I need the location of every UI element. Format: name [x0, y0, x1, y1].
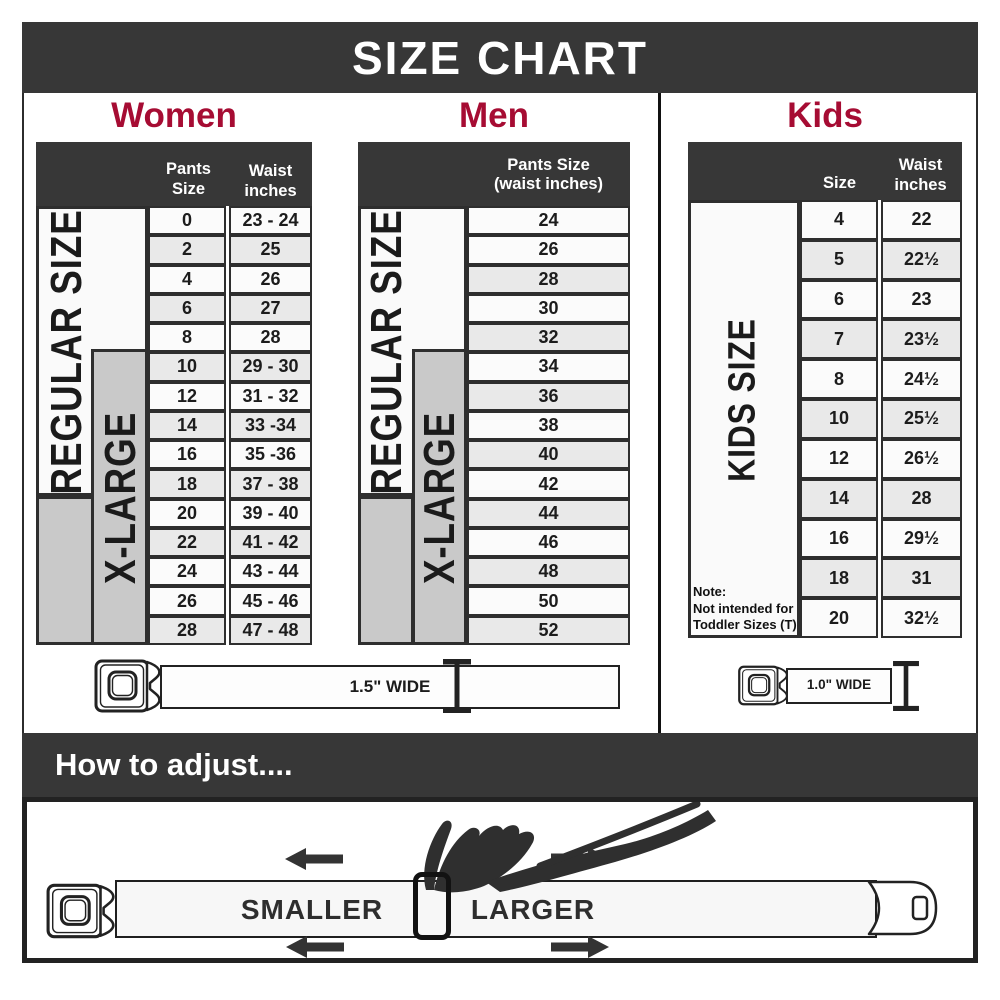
waist-inches-cell: 32½ [881, 598, 962, 638]
women-table-row [148, 352, 312, 381]
waist-inches-cell: 25½ [881, 399, 962, 439]
panel-border-left [22, 93, 24, 733]
waist-inches-cell: 28 [229, 323, 312, 352]
women-regular-size-label: REGULAR SIZE [42, 209, 91, 495]
men-table-row [467, 235, 630, 264]
page-title: SIZE CHART [352, 31, 648, 84]
pants-size-cell: 24 [467, 206, 630, 235]
women-title: Women [111, 96, 237, 135]
waist-inches-cell: 26½ [881, 439, 962, 479]
women-table-row [148, 469, 312, 498]
kids-size-cell: 10 [800, 399, 878, 439]
men-size-table [358, 142, 630, 645]
kids-size-range-labels [688, 200, 800, 638]
seatbelt-buckle-icon [45, 876, 119, 946]
how-to-adjust-title: How to adjust.... [55, 747, 293, 782]
men-table-rows [467, 206, 630, 645]
pants-size-cell: 44 [467, 499, 630, 528]
pants-size-cell: 50 [467, 586, 630, 615]
pants-size-cell: 42 [467, 469, 630, 498]
waist-inches-cell: 41 - 42 [229, 528, 312, 557]
pants-size-cell: 48 [467, 557, 630, 586]
pants-size-cell: 4 [148, 265, 226, 294]
men-table-row [467, 294, 630, 323]
pants-size-cell: 24 [148, 557, 226, 586]
kids-table-row [800, 519, 962, 559]
how-to-adjust-banner [22, 733, 978, 797]
men-header-pants-size: Pants Size (waist inches) [493, 156, 604, 194]
pants-size-cell: 10 [148, 352, 226, 381]
women-table-row [148, 557, 312, 586]
kids-size-cell: 12 [800, 439, 878, 479]
kids-table-row [800, 439, 962, 479]
pants-size-cell: 16 [148, 440, 226, 469]
pants-size-cell: 6 [148, 294, 226, 323]
waist-inches-cell: 29½ [881, 519, 962, 559]
adjustment-diagram-panel [22, 797, 978, 963]
waist-inches-cell: 28 [881, 479, 962, 519]
kids-size-table [688, 142, 962, 638]
kids-size-cell: 18 [800, 558, 878, 598]
kids-table-row [800, 598, 962, 638]
kids-table-row [800, 558, 962, 598]
men-size-range-labels [358, 206, 467, 645]
waist-inches-cell: 31 [881, 558, 962, 598]
kids-table-row [800, 240, 962, 280]
waist-inches-cell: 22½ [881, 240, 962, 280]
men-table-row [467, 382, 630, 411]
pants-size-cell: 36 [467, 382, 630, 411]
women-table-rows [148, 206, 312, 645]
women-table-row [148, 235, 312, 264]
kids-table-row [800, 479, 962, 519]
pants-size-cell: 26 [467, 235, 630, 264]
kids-size-cell: 4 [800, 200, 878, 240]
arrow-left-icon [286, 936, 344, 958]
men-table-row [467, 411, 630, 440]
seatbelt-buckle-icon [737, 663, 791, 708]
pants-size-cell: 28 [467, 265, 630, 294]
kids-note: Note: Not intended for Toddler Sizes (T) [693, 584, 797, 632]
kids-table-row [800, 319, 962, 359]
women-table-row [148, 382, 312, 411]
men-table-row [467, 206, 630, 235]
pants-size-cell: 26 [148, 586, 226, 615]
pants-size-cell: 28 [148, 616, 226, 645]
women-header-pants-size: Pants Size [166, 160, 211, 198]
waist-inches-cell: 39 - 40 [229, 499, 312, 528]
men-xlarge-label: X-LARGE [415, 411, 464, 585]
men-table-row [467, 352, 630, 381]
pants-size-cell: 52 [467, 616, 630, 645]
pants-size-cell: 18 [148, 469, 226, 498]
women-table-row [148, 265, 312, 294]
men-table-header [358, 142, 630, 206]
waist-inches-cell: 37 - 38 [229, 469, 312, 498]
kids-size-cell: 16 [800, 519, 878, 559]
kids-size-cell: 20 [800, 598, 878, 638]
kids-table-header [688, 142, 962, 200]
panel-divider [658, 93, 661, 733]
women-table-row [148, 499, 312, 528]
pants-size-cell: 2 [148, 235, 226, 264]
waist-inches-cell: 24½ [881, 359, 962, 399]
arrow-left-icon [285, 848, 343, 870]
waist-inches-cell: 27 [229, 294, 312, 323]
width-marker-icon [893, 661, 919, 711]
waist-inches-cell: 33 -34 [229, 411, 312, 440]
men-table-row [467, 557, 630, 586]
kids-size-cell: 7 [800, 319, 878, 359]
pants-size-cell: 12 [148, 382, 226, 411]
pants-size-cell: 38 [467, 411, 630, 440]
kids-header-size: Size [822, 173, 857, 192]
kids-header-waist: Waist inches [894, 156, 947, 194]
waist-inches-cell: 31 - 32 [229, 382, 312, 411]
women-table-row [148, 528, 312, 557]
women-header-waist: Waist inches [244, 162, 297, 200]
pants-size-cell: 30 [467, 294, 630, 323]
women-table-row [148, 206, 312, 235]
waist-inches-cell: 25 [229, 235, 312, 264]
waist-inches-cell: 23½ [881, 319, 962, 359]
pants-size-cell: 32 [467, 323, 630, 352]
men-table-row [467, 265, 630, 294]
men-table-row [467, 323, 630, 352]
women-table-row [148, 294, 312, 323]
kids-size-cell: 6 [800, 280, 878, 320]
women-table-row [148, 323, 312, 352]
women-table-row [148, 440, 312, 469]
kids-table-row [800, 200, 962, 240]
women-table-row [148, 586, 312, 615]
kids-size-label: KIDS SIZE [721, 318, 764, 482]
adult-belt-width-label: 1.5" WIDE [349, 677, 431, 696]
pants-size-cell: 8 [148, 323, 226, 352]
belt-tip-icon [866, 879, 940, 937]
men-table-row [467, 499, 630, 528]
smaller-label: SMALLER [240, 894, 384, 925]
belt-slider-adjuster [413, 872, 451, 940]
panel-border-right [976, 93, 978, 733]
waist-inches-cell: 23 [881, 280, 962, 320]
size-chart-banner [22, 22, 978, 93]
men-title: Men [459, 96, 529, 135]
men-table-row [467, 528, 630, 557]
arrow-right-icon [551, 936, 609, 958]
waist-inches-cell: 26 [229, 265, 312, 294]
kids-size-cell: 8 [800, 359, 878, 399]
men-xlarge-box-lower [358, 496, 414, 645]
kids-size-cell: 14 [800, 479, 878, 519]
men-table-row [467, 586, 630, 615]
women-table-row [148, 411, 312, 440]
waist-inches-cell: 23 - 24 [229, 206, 312, 235]
waist-inches-cell: 45 - 46 [229, 586, 312, 615]
men-table-row [467, 616, 630, 645]
waist-inches-cell: 22 [881, 200, 962, 240]
men-table-row [467, 469, 630, 498]
pants-size-cell: 34 [467, 352, 630, 381]
pants-size-cell: 14 [148, 411, 226, 440]
kids-table-row [800, 399, 962, 439]
pants-size-cell: 22 [148, 528, 226, 557]
kids-belt-width-label: 1.0" WIDE [806, 677, 872, 692]
pants-size-cell: 40 [467, 440, 630, 469]
pants-size-cell: 0 [148, 206, 226, 235]
kids-size-cell: 5 [800, 240, 878, 280]
kids-table-rows [800, 200, 962, 638]
kids-table-row [800, 280, 962, 320]
waist-inches-cell: 29 - 30 [229, 352, 312, 381]
men-table-row [467, 440, 630, 469]
kids-title: Kids [787, 96, 863, 135]
seatbelt-buckle-icon [93, 658, 165, 714]
pants-size-cell: 20 [148, 499, 226, 528]
width-marker-icon [443, 659, 471, 713]
men-regular-size-label: REGULAR SIZE [362, 209, 411, 495]
women-table-header [36, 142, 312, 206]
pants-size-cell: 46 [467, 528, 630, 557]
women-xlarge-label: X-LARGE [96, 411, 145, 585]
women-size-table [36, 142, 312, 645]
waist-inches-cell: 35 -36 [229, 440, 312, 469]
women-xlarge-box-lower [36, 496, 94, 645]
larger-label: LARGER [470, 894, 596, 925]
women-table-row [148, 616, 312, 645]
waist-inches-cell: 47 - 48 [229, 616, 312, 645]
women-size-range-labels [36, 206, 148, 645]
kids-table-row [800, 359, 962, 399]
waist-inches-cell: 43 - 44 [229, 557, 312, 586]
